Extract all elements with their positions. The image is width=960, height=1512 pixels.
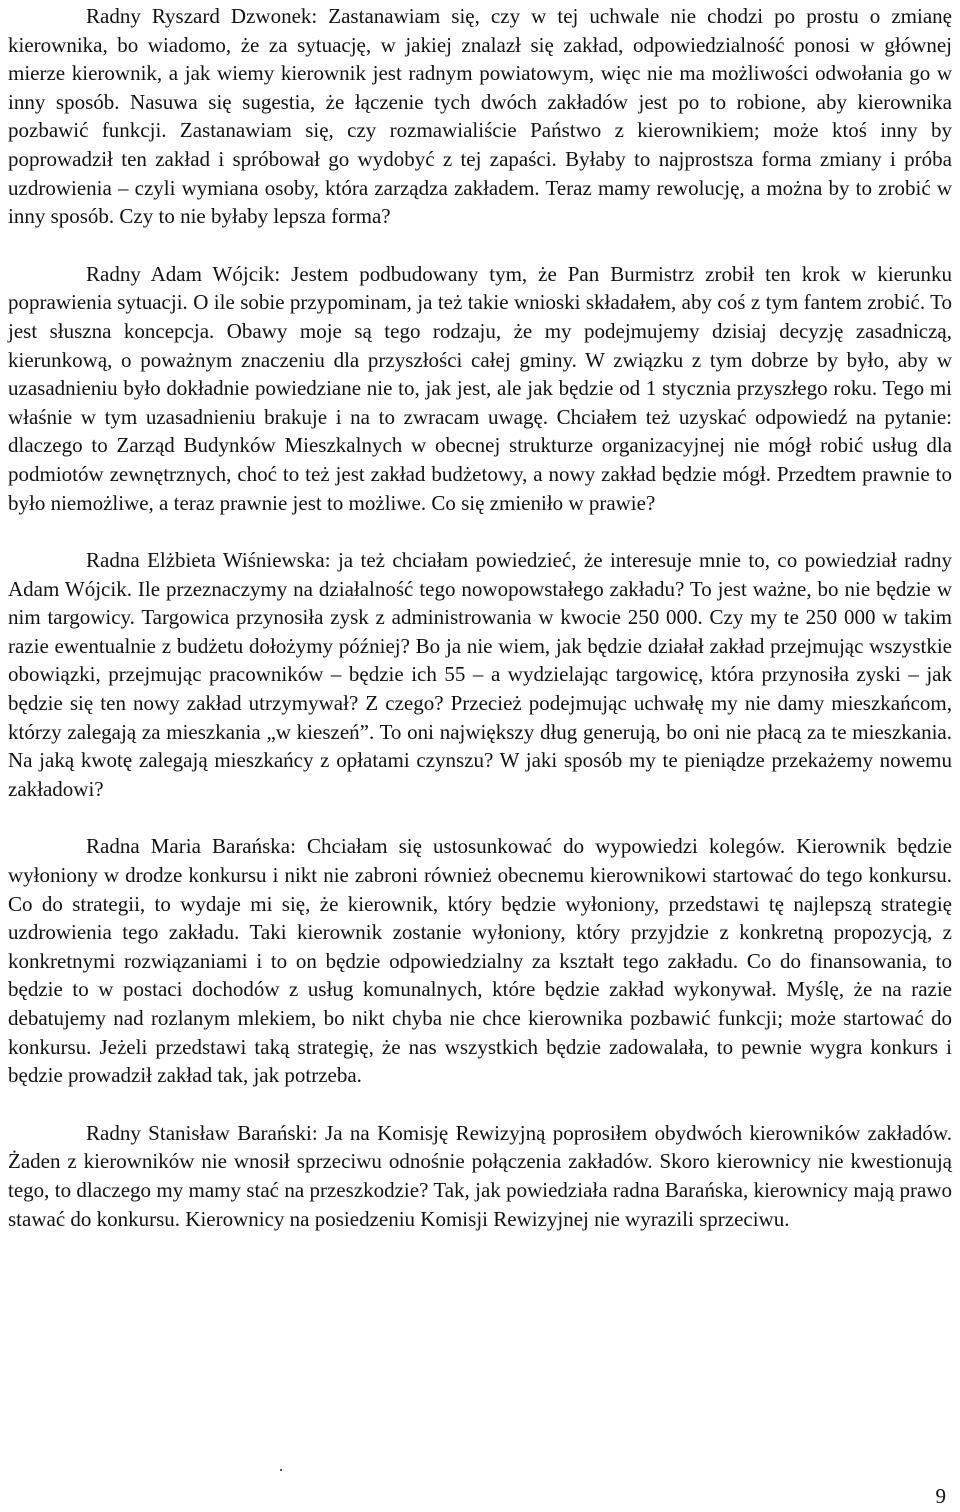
paragraph-spacer [8,1090,952,1119]
paragraph-dzwonek: Radny Ryszard Dzwonek: Zastanawiam się, czy w tej uchwale nie chodzi po prostu o zmianę kierownika, bo wiadomo, że za sytuację, w jakiej znalazł się zakład, odpowiedzialność ponosi w głównej mierze kierownik, a jak wiemy kierownik jest radnym powiatowym, więc nie ma możliwości odwołania go w inny sposób. Nasuwa się sugestia, że łączenie tych dwóch zakładów jest po to robione, aby kierownika pozbawić funkcji. Zastanawiam się, czy rozmawialiście Państwo z kierownikiem; może ktoś inny by poprowadził ten zakład i spróbował go wydobyć z tej zapaści. Byłaby to najprostsza forma zmiany i próba uzdrowienia – czyli wymiana osoby, która zarządza zakładem. Teraz mamy rewolucję, a można by to zrobić w inny sposób. Czy to nie byłaby lepsza forma? [8,4,952,229]
paragraph-wojcik: Radny Adam Wójcik: Jestem podbudowany tym, że Pan Burmistrz zrobił ten krok w kierunku poprawienia sytuacji. O ile sobie przypominam, ja też takie wnioski składałem, aby coś z tym fantem zrobić. To jest słuszna koncepcja. Obawy moje są tego rodzaju, że my podejmujemy dzisiaj decyzję zasadniczą, kierunkową, o poważnym znaczeniu dla przyszłości całej gminy. W związku z tym dobrze by było, aby w uzasadnieniu było dokładnie powiedziane nie to, jak jest, ale jak będzie od 1 stycznia przyszłego roku. Tego mi właśnie w tym uzasadnieniu brakuje i na to zwracam uwagę. Chciałem też uzyskać odpowiedź na pytanie: dlaczego to Zarząd Budynków Mieszkalnych w obecnej strukturze organizacyjnej nie mógł robić usług dla podmiotów zewnętrznych, choć to też jest zakład budżetowy, a nowy zakład będzie mógł. Przedtem prawnie to było niemożliwe, a teraz prawnie jest to możliwe. Co się zmieniło w prawie? [8,261,952,515]
paragraph-spacer [8,517,952,546]
paragraph-spacer [8,803,952,832]
document-page [8,2,952,1233]
page-number: 9 [935,1484,946,1508]
paragraph-baranska: Radna Maria Barańska: Chciałam się ustosunkować do wypowiedzi kolegów. Kierownik będzie wyłoniony w drodze konkursu i nikt nie zabroni również obecnemu kierownikowi startować do tego konkursu. Co do strategii, to wydaje mi się, że kierownik, który będzie wyłoniony, przedstawi tę najlepszą strategię uzdrowienia tego zakładu. Taki kierownik zostanie wyłoniony, który przyjdzie z konkretną propozycją, z konkretnymi rozwiązaniami i to on będzie odpowiedzialny za kształt tego zakładu. Co do finansowania, to będzie to w postaci dochodów z usług komunalnych, które będzie zakład wykonywał. Myślę, że na razie debatujemy nad rozlanym mlekiem, bo nikt chyba nie chce kierownika pozbawić funkcji; może startować do konkursu. Jeżeli przedstawi taką strategię, że nas wszystkich będzie zadowalała, to pewnie wygra konkurs i będzie prowadził zakład tak, jak potrzeba. [8,834,952,1088]
paragraph-baranski: Radny Stanisław Barański: Ja na Komisję Rewizyjną poprosiłem obydwóch kierowników zakładów. Żaden z kierowników nie wnosił sprzeciwu odnośnie połączenia zakładów. Skoro kierownicy nie kwestionują tego, to dlaczego my mamy stać na przeszkodzie? Tak, jak powiedziała radna Barańska, kierownicy mają prawo stawać do konkursu. Kierownicy na posiedzeniu Komisji Rewizyjnej nie wyrazili sprzeciwu. [8,1120,952,1231]
paragraph-spacer [8,231,952,260]
paragraph-wisniewska: Radna Elżbieta Wiśniewska: ja też chciałam powiedzieć, że interesuje mnie to, co powiedział radny Adam Wójcik. Ile przeznaczymy na działalność tego nowopowstałego zakładu? To jest ważne, bo nie będzie w nim targowicy. Targowica przynosiła zysk z administrowania w kwocie 250 000. Czy my te 250 000 w takim razie ewentualnie z budżetu dołożymy później? Bo ja nie wiem, jak będzie działał zakład przejmując wszystkie obowiązki, przejmując pracowników – będzie ich 55 – a wydzielając targowicę, która przynosiła zyski – jak będzie się ten nowy zakład utrzymywał? Z czego? Przecież podejmując uchwałę my nie damy mieszkańcom, którzy zalegają za mieszkania „w kieszeń”. To oni największy dług generują, bo oni nie płacą za te mieszkania. Na jaką kwotę zalegają mieszkańcy z opłatami czynszu? W jaki sposób my te pieniądze przekażemy nowemu zakładowi? [8,548,952,801]
stray-mark: · [278,1460,284,1480]
